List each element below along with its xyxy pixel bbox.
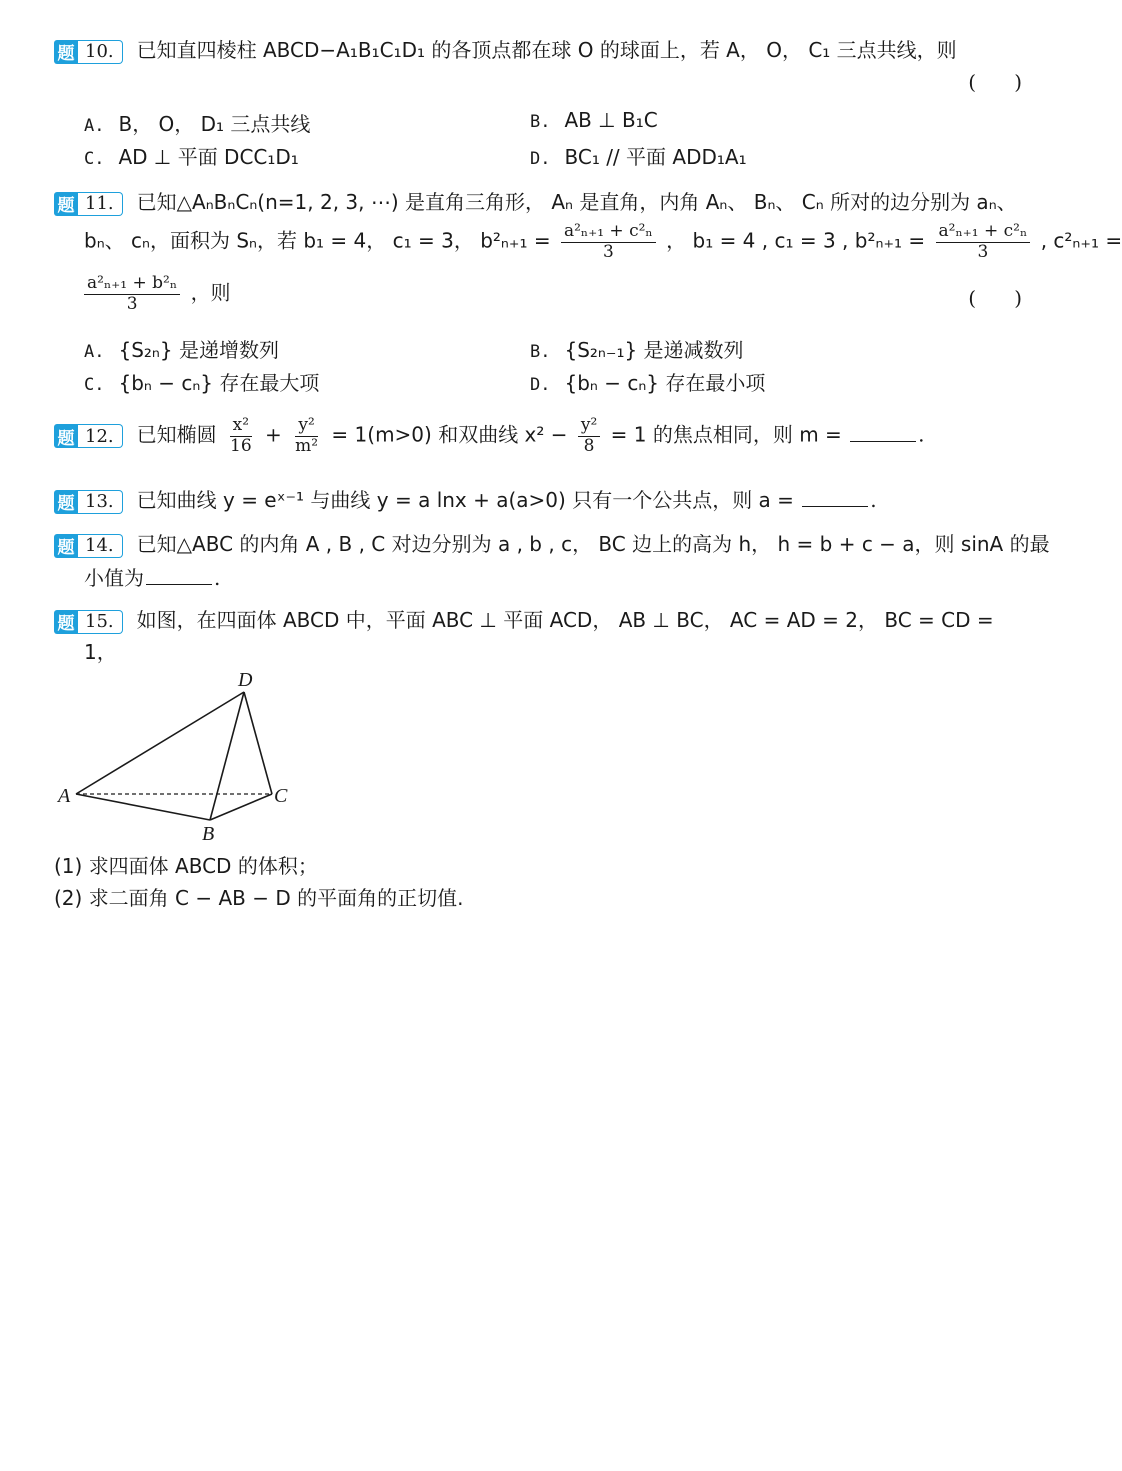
fraction: $\frac{\text{y²}}{8}$ bbox=[578, 416, 600, 456]
question-badge: 题 14. bbox=[54, 534, 123, 558]
vertex-label-d: D bbox=[238, 669, 253, 691]
fraction: $\frac{\text{x²}}{16}$ bbox=[230, 415, 252, 456]
fraction: $\frac{\text{a²ₙ₊₁ + b²ₙ}}{3}$ bbox=[84, 274, 180, 314]
answer-parentheses: ( ) bbox=[968, 286, 1022, 310]
vertex-label-b: B bbox=[202, 823, 215, 845]
question-10 bbox=[54, 34, 1022, 174]
answer-blank[interactable] bbox=[850, 423, 916, 442]
question-badge: 题 13. bbox=[54, 490, 123, 514]
vertex-label-a: A bbox=[58, 785, 71, 807]
option-c: C. {bₙ − cₙ} 存在最大项 bbox=[84, 371, 320, 395]
tetrahedron-figure bbox=[54, 664, 314, 848]
fraction: $\frac{\text{a²ₙ₊₁ + c²ₙ}}{3}$ bbox=[936, 222, 1031, 262]
question-15-part-1: (1) 求四面体 ABCD 的体积； bbox=[54, 854, 318, 878]
question-11-stem-line1: 题 11. 已知△AₙBₙCₙ(n=1, 2, 3, ⋯) 是直角三角形， Aₙ 是直角，内角 Aₙ、 Bₙ、 Cₙ 所对的边分别为 aₙ、 bbox=[54, 186, 1017, 216]
option-d: D. BC₁ // 平面 ADD₁A₁ bbox=[530, 145, 747, 169]
question-badge: 题 10. bbox=[54, 40, 123, 64]
question-badge: 题 11. bbox=[54, 192, 123, 216]
question-14 bbox=[54, 528, 1050, 590]
edge-ab bbox=[76, 794, 210, 820]
fraction: $\frac{\text{a²ₙ₊₁ + c²ₙ}}{3}$ bbox=[561, 222, 656, 262]
edge-bd bbox=[210, 692, 244, 820]
question-13-stem: 题 13. 已知曲线 y = eˣ⁻¹ 与曲线 y = a lnx + a(a>0) 只有一个公共点，则 a = . bbox=[54, 484, 877, 514]
fraction: $\frac{\text{y²}}{\text{m²}}$ bbox=[295, 415, 319, 456]
question-12-stem: 题 12. 已知椭圆 $\frac{\text{x²}}{16}$ + $\frac{\text{y²}}{\text{m²}}$ = 1(m>0) 和双曲线 x² − $\frac{\text{y²}}{8}$ = 1 的焦点相同，则 m = . bbox=[54, 416, 925, 456]
question-15-stem-line1: 题 15. 如图，在四面体 ABCD 中，平面 ABC ⊥ 平面 ACD， AB ⊥ BC， AC = AD = 2， BC = CD = bbox=[54, 604, 994, 634]
question-badge: 题 15. bbox=[54, 610, 123, 634]
question-14-stem-line2: 小值为 . bbox=[84, 566, 221, 590]
question-badge: 题 12. bbox=[54, 424, 123, 448]
answer-blank[interactable] bbox=[146, 566, 212, 585]
question-15 bbox=[54, 604, 1022, 664]
question-12 bbox=[54, 416, 1022, 472]
option-d: D. {bₙ − cₙ} 存在最小项 bbox=[530, 371, 766, 395]
vertex-label-c: C bbox=[274, 785, 288, 807]
question-13 bbox=[54, 484, 1022, 514]
option-a: A. B， O， D₁ 三点共线 bbox=[84, 112, 311, 136]
question-15-part-2: (2) 求二面角 C − AB − D 的平面角的正切值. bbox=[54, 886, 464, 910]
option-b: B. {S₂ₙ₋₁} 是递减数列 bbox=[530, 338, 744, 362]
option-c: C. AD ⊥ 平面 DCC₁D₁ bbox=[84, 145, 299, 169]
question-15-stem-line2: 1， bbox=[84, 640, 117, 664]
question-10-stem: 题 10. 已知直四棱柱 ABCD−A₁B₁C₁D₁ 的各顶点都在球 O 的球面上，若 A， O， C₁ 三点共线，则 bbox=[54, 34, 957, 64]
question-14-stem-line1: 题 14. 已知△ABC 的内角 A , B , C 对边分别为 a , b , c， BC 边上的高为 h， h = b + c − a，则 sinA 的最 bbox=[54, 528, 1050, 558]
edge-bc bbox=[210, 794, 272, 820]
answer-parentheses: ( ) bbox=[968, 70, 1022, 94]
answer-blank[interactable] bbox=[802, 488, 868, 507]
question-11 bbox=[54, 186, 1122, 398]
edge-cd bbox=[244, 692, 272, 794]
edge-ad bbox=[76, 692, 244, 794]
option-b: B. AB ⊥ B₁C bbox=[530, 108, 658, 132]
question-11-stem-line3: $\frac{\text{a²ₙ₊₁ + b²ₙ}}{3}$ ，则 bbox=[84, 274, 231, 314]
option-a: A. {S₂ₙ} 是递增数列 bbox=[84, 338, 279, 362]
question-11-stem-line2: bₙ、 cₙ，面积为 Sₙ，若 b₁ = 4， c₁ = 3， b²ₙ₊₁ = $\frac{\text{a²ₙ₊₁ + c²ₙ}}{3}$ ， b₁ = 4 , c₁ = 3 , b²ₙ₊₁ = $\frac{\text{a²ₙ₊₁ + c²ₙ}}{3}$ , c²ₙ₊₁ = bbox=[84, 221, 1122, 262]
